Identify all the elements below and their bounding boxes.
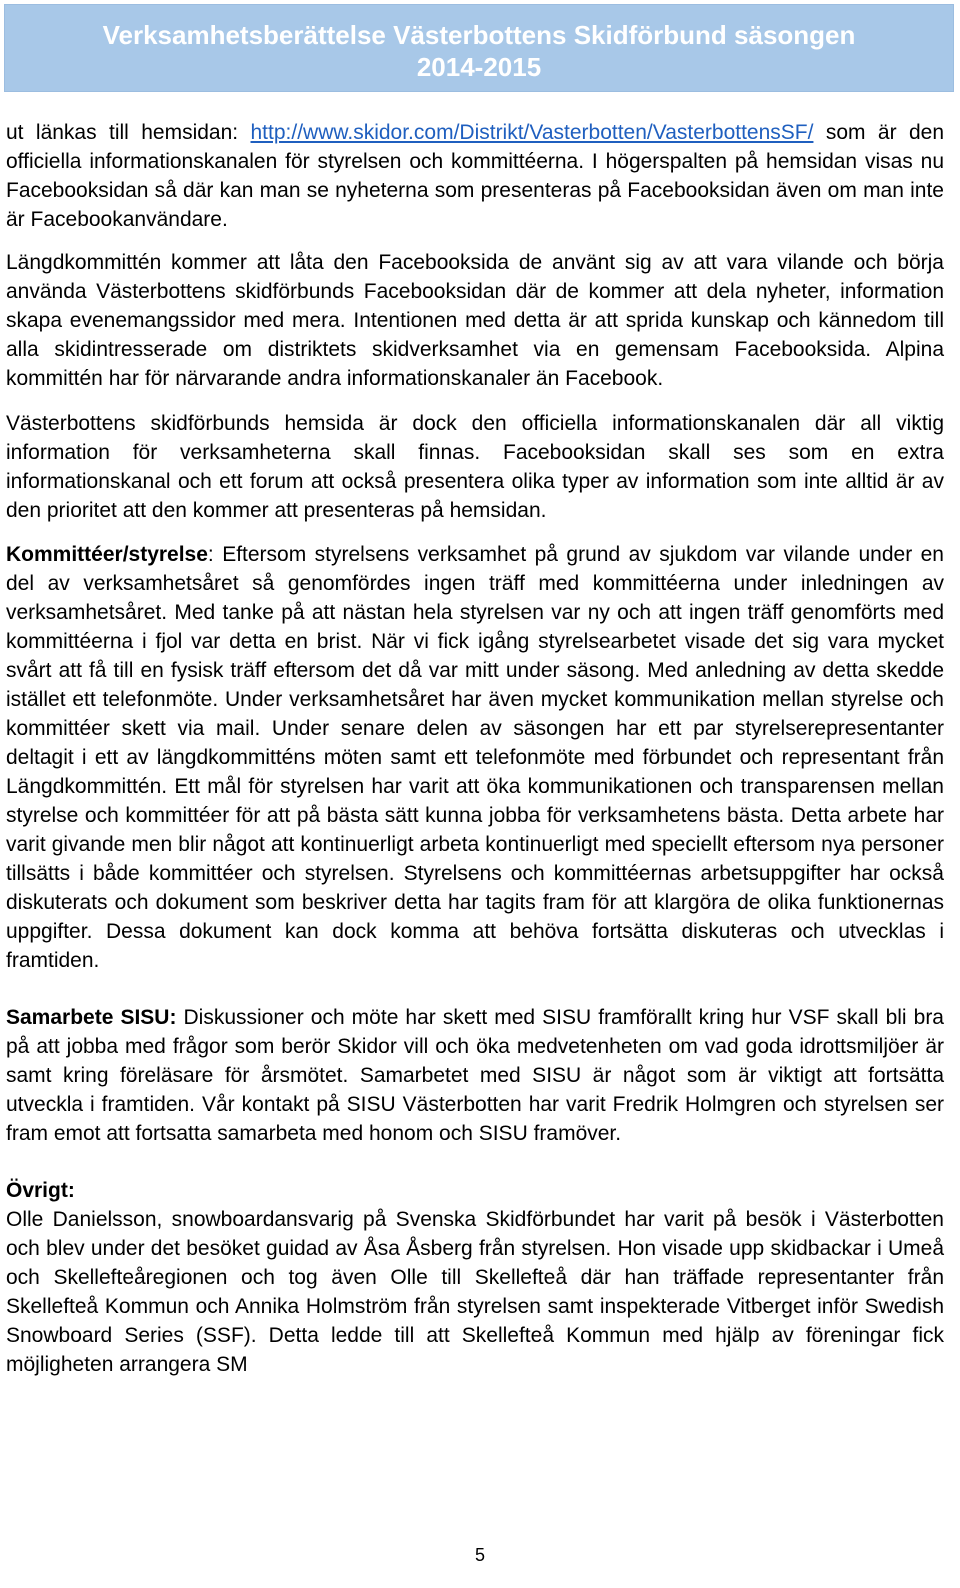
paragraph-hemsida-rest: som är den officiella informationskanalen för styrelsen och kommittéerna. I högerspalten på hemsidan visas nu Facebooksidan så där kan man se nyheterna som presenteras på Facebooksidan även om man inte är Facebookanvändare. [6,121,944,231]
document-body [6,118,944,1379]
kommitteer-styrelse-text: : Eftersom styrelsens verksamhet på grund av sjukdom var vilande under en del av verksamhetsåret så genomfördes ingen träff med kommittéerna under inledningen av verksamhetsåret. Med tanke på att nästan hela styrelsen var ny och att ingen träff genomförts med kommittéerna i fjol var detta en brist. När vi fick igång styrelsearbetet visade det sig vara mycket svårt att få till en fysisk träff eftersom det då var mitt under säsong. Med anledning av detta skedde istället ett telefonmöte. Under verksamhetsåret har även mycket kommunikation mellan styrelse och kommittéer skett via mail. Under senare delen av säsongen har ett par styrelserepresentanter deltagit i ett av längdkommitténs möten samt ett telefonmöte med förbundet och representant från Längdkommittén. Ett mål för styrelsen har varit att öka kommunikationen och transparensen mellan styrelse och kommittéer för att på bästa sätt kunna jobba för verksamhetens bästa. Detta arbete har varit givande men blir något att kontinuerligt arbeta kontinuerligt med speciellt eftersom nya personer tillsätts i både kommittéer och styrelsen. Styrelsens och kommittéernas arbetsuppgifter har också diskuterats och dokument som beskriver detta har tagits fram för att klargöra de olika funktionernas uppgifter. Dessa dokument kan dock komma att behöva fortsätta diskuteras och utvecklas i framtiden. [6,543,944,972]
header-title-line1: Verksamhetsberättelse Västerbottens Skidförbund säsongen [102,20,856,50]
paragraph-hemsida [6,118,944,234]
samarbete-sisu-heading: Samarbete SISU: [6,1006,177,1029]
section-ovrigt [6,1176,944,1379]
document-header [4,4,954,92]
paragraph-kommitteer-styrelse [6,540,944,975]
paragraph-samarbete-sisu [6,1003,944,1148]
hemsida-link[interactable]: http://www.skidor.com/Distrikt/Vasterbotten/VasterbottensSF/ [250,121,814,144]
paragraph-hemsida-intro: ut länkas till hemsidan: [6,121,251,144]
samarbete-sisu-text: Diskussioner och möte har skett med SISU framförallt kring hur VSF skall bli bra på att jobba med frågor som berör Skidor vill och öka medvetenheten om vad goda idrottsmiljöer är samt kring föreläsare för årsmötet. Samarbetet med SISU är något som är viktigt att fortsätta utveckla i framtiden. Vår kontakt på SISU Västerbotten har varit Fredrik Holmgren och styrelsen ser fram emot att fortsatta samarbeta med honom och SISU framöver. [6,1006,944,1145]
ovrigt-heading: Övrigt: [6,1179,75,1202]
page-number: 5 [474,1545,485,1565]
header-title-line2: 2014-2015 [416,52,542,82]
paragraph-langdkommitten: Längdkommittén kommer att låta den Facebooksida de använt sig av att vara vilande och börja använda Västerbottens skidförbunds Facebooksidan där de kommer att dela nyheter, information skapa evenemangssidor med mera. Intentionen med detta är att sprida kunskap och kännedom till alla skidintresserade om distriktets skidverksamhet via en gemensam Facebooksida. Alpina kommittén har för närvarande andra informationskanaler än Facebook. [6,251,944,390]
ovrigt-text: Olle Danielsson, snowboardansvarig på Svenska Skidförbundet har varit på besök i Västerbotten och blev under det besöket guidad av Åsa Åsberg från styrelsen. Hon visade upp skidbackar i Umeå och Skellefteåregionen och tog även Olle till Skellefteå där han träffade representanter från Skellefteå Kommun och Annika Holmström från styrelsen samt inspekterade Vitberget inför Swedish Snowboard Series (SSF). Detta ledde till att Skellefteå Kommun med hjälp av föreningar fick möjligheten arrangera SM [6,1208,944,1376]
paragraph-officiell-kanal: Västerbottens skidförbunds hemsida är dock den officiella informationskanalen där all viktig information för verksamheterna skall finnas. Facebooksidan skall ses som en extra informationskanal och ett forum att också presentera olika typer av information som inte alltid är av den prioritet att den kommer att presenteras på hemsidan. [6,412,944,522]
kommitteer-styrelse-heading: Kommittéer/styrelse [6,543,208,566]
